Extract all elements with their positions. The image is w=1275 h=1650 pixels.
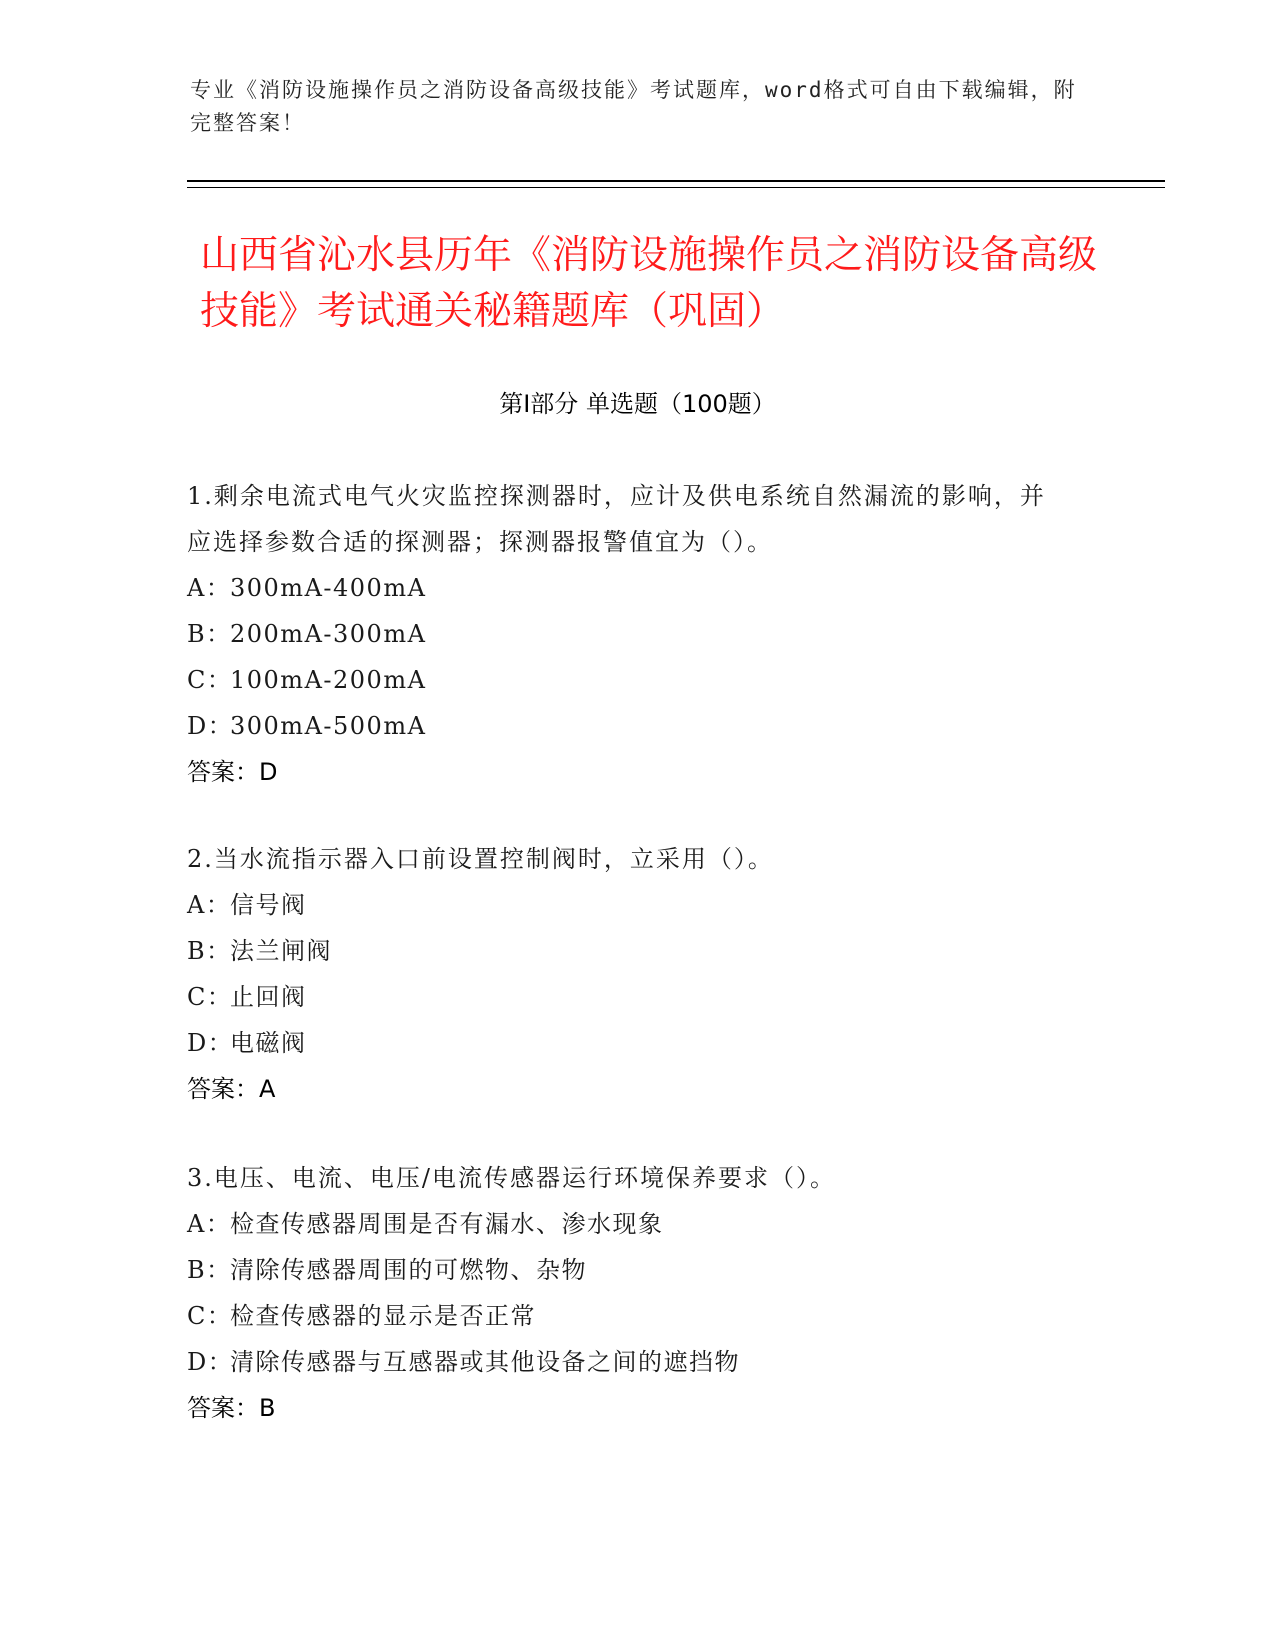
option-text: 300mA-500mA <box>230 712 427 740</box>
option-text: 信号阀 <box>230 891 307 919</box>
option-key: C： <box>187 1302 233 1330</box>
option-key: D： <box>187 712 234 740</box>
option-text: 法兰闸阀 <box>230 937 332 965</box>
answer: 答案：B <box>187 1394 276 1422</box>
header-divider-thin <box>187 187 1165 188</box>
section-heading: 第Ⅰ部分 单选题（100题） <box>499 390 776 418</box>
option-text: 清除传感器与互感器或其他设备之间的遮挡物 <box>230 1348 740 1376</box>
option-text: 200mA-300mA <box>230 620 427 648</box>
option-key: B： <box>187 937 232 965</box>
question-3 <box>187 1155 1067 1431</box>
question-stem: 2.当水流指示器入口前设置控制阀时，立采用（）。 <box>187 845 774 873</box>
option-d <box>187 1020 1067 1066</box>
answer: 答案：A <box>187 1075 276 1103</box>
option-a <box>187 1201 1067 1247</box>
option-text: 电磁阀 <box>230 1029 307 1057</box>
option-a <box>187 565 1067 611</box>
option-key: C： <box>187 666 233 694</box>
option-c <box>187 1293 1067 1339</box>
option-c <box>187 974 1067 1020</box>
question-stem: 1.剩余电流式电气火灾监控探测器时，应计及供电系统自然漏流的影响，并应选择参数合适的探测器；探测器报警值宜为（）。 <box>187 482 1046 556</box>
option-d <box>187 703 1067 749</box>
header-note: 专业《消防设施操作员之消防设备高级技能》考试题库，word格式可自由下载编辑，附完整答案！ <box>190 78 1077 135</box>
option-c <box>187 657 1067 703</box>
option-key: A： <box>187 891 232 919</box>
question-1 <box>187 473 1067 795</box>
option-key: A： <box>187 1210 232 1238</box>
question-2 <box>187 836 1067 1112</box>
question-stem: 3.电压、电流、电压/电流传感器运行环境保养要求（）。 <box>187 1164 836 1192</box>
option-key: D： <box>187 1029 234 1057</box>
option-key: D： <box>187 1348 234 1376</box>
option-b <box>187 928 1067 974</box>
option-b <box>187 1247 1067 1293</box>
option-text: 清除传感器周围的可燃物、杂物 <box>230 1256 587 1284</box>
header-divider <box>187 180 1165 182</box>
option-key: C： <box>187 983 233 1011</box>
option-key: A： <box>187 574 232 602</box>
option-text: 止回阀 <box>230 983 307 1011</box>
option-text: 300mA-400mA <box>230 574 427 602</box>
option-key: B： <box>187 1256 232 1284</box>
option-text: 检查传感器周围是否有漏水、渗水现象 <box>230 1210 664 1238</box>
document-title: 山西省沁水县历年《消防设施操作员之消防设备高级技能》考试通关秘籍题库（巩固） <box>200 233 1098 334</box>
option-text: 检查传感器的显示是否正常 <box>230 1302 536 1330</box>
option-b <box>187 611 1067 657</box>
option-a <box>187 882 1067 928</box>
option-d <box>187 1339 1067 1385</box>
answer: 答案：D <box>187 758 278 786</box>
option-text: 100mA-200mA <box>230 666 427 694</box>
option-key: B： <box>187 620 232 648</box>
